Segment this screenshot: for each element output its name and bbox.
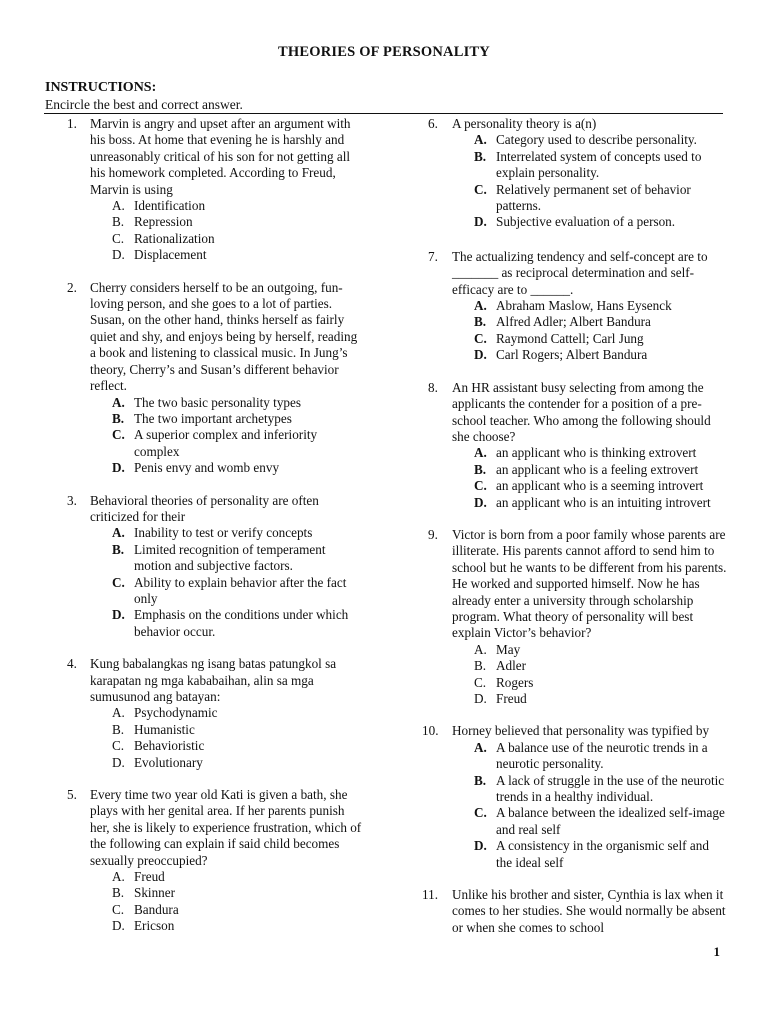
option-letter: C. bbox=[112, 574, 125, 590]
option-letter: B. bbox=[474, 314, 487, 330]
question-text: Kung babalangkas ng isang batas patungkol sa karapatan ng mga kababaihan, alin sa mga sumusunod ang batayan: bbox=[90, 656, 337, 704]
question-text: Cherry considers herself to be an outgoing, fun-loving person, and she goes to a lot of parties. Susan, on the other hand, thinks herself as fairly quiet and shy, and enjoys being by herself, reading a book and listening to classical music. In Jung’s theory, Cherry’s and Susan’s different behavior reflect. bbox=[90, 279, 358, 394]
answer-option[interactable] bbox=[112, 738, 365, 754]
option-text: Ability to explain behavior after the fact only bbox=[134, 574, 347, 606]
option-letter: C. bbox=[474, 805, 487, 821]
option-text: A balance between the idealized self-image and real self bbox=[496, 805, 725, 837]
option-letter: D. bbox=[112, 460, 125, 476]
option-letter: A. bbox=[112, 705, 125, 721]
question-text: Victor is born from a poor family whose parents are illiterate. His parents cannot afford to send him to school but he wants to be different from his parents. He worked and supported himself. Now he has already enter a university through scholarship program. What theory of personality will best explain Victor’s behavior? bbox=[452, 526, 727, 641]
answer-options bbox=[452, 445, 728, 511]
question-number: 11. bbox=[422, 887, 438, 903]
option-letter: B. bbox=[474, 148, 487, 164]
option-text: Bandura bbox=[134, 901, 179, 917]
question-text: An HR assistant busy selecting from among the applicants the contender for a position of a pre-school teacher. Who among the following should she choose? bbox=[452, 379, 711, 444]
answer-option[interactable] bbox=[112, 427, 365, 460]
question-text: A personality theory is a(n) bbox=[452, 116, 597, 131]
option-text: Identification bbox=[134, 198, 206, 214]
question-2 bbox=[45, 280, 365, 477]
option-letter: B. bbox=[112, 541, 125, 557]
answer-option[interactable] bbox=[112, 395, 365, 411]
horizontal-rule bbox=[44, 113, 723, 114]
question-number: 2. bbox=[67, 279, 77, 295]
question-4 bbox=[428, 527, 728, 707]
option-letter: A. bbox=[474, 298, 487, 314]
option-letter: B. bbox=[112, 410, 125, 426]
option-letter: D. bbox=[112, 754, 125, 770]
answer-option[interactable] bbox=[474, 214, 728, 230]
question-4 bbox=[45, 656, 365, 771]
option-text: Limited recognition of temperament motion and subjective factors. bbox=[134, 541, 326, 574]
option-letter: C. bbox=[474, 330, 487, 346]
option-text: Carl Rogers; Albert Bandura bbox=[496, 347, 648, 363]
answer-option[interactable] bbox=[474, 149, 728, 182]
option-letter: A. bbox=[112, 525, 125, 541]
option-letter: A. bbox=[112, 869, 125, 885]
option-text: Displacement bbox=[134, 247, 207, 263]
option-text: Alfred Adler; Albert Bandura bbox=[496, 314, 651, 330]
option-text: The two important archetypes bbox=[134, 410, 292, 426]
answer-option[interactable] bbox=[112, 525, 365, 541]
option-letter: A. bbox=[474, 132, 487, 148]
option-text: Rationalization bbox=[134, 230, 215, 246]
option-text: Ericson bbox=[134, 918, 175, 934]
option-text: Humanistic bbox=[134, 721, 195, 737]
answer-option[interactable] bbox=[112, 411, 365, 427]
option-letter: C. bbox=[112, 901, 125, 917]
option-text: an applicant who is an intuiting introvert bbox=[496, 494, 711, 510]
answer-option[interactable] bbox=[474, 182, 728, 215]
option-text: A balance use of the neurotic trends in a neurotic personality. bbox=[496, 739, 708, 772]
option-letter: B. bbox=[474, 658, 487, 674]
question-number: 1. bbox=[67, 116, 77, 131]
option-letter: A. bbox=[112, 394, 125, 410]
option-letter: C. bbox=[474, 674, 487, 690]
question-text: Horney believed that personality was typified by bbox=[452, 723, 710, 739]
option-text: Freud bbox=[496, 691, 527, 706]
instructions-heading: INSTRUCTIONS: bbox=[45, 80, 157, 95]
option-text: Freud bbox=[134, 869, 165, 885]
answer-option[interactable] bbox=[112, 722, 365, 738]
page-number: 1 bbox=[713, 944, 720, 959]
answer-options bbox=[90, 198, 365, 264]
option-text: Interrelated system of concepts used to explain personality. bbox=[496, 148, 702, 181]
option-letter: C. bbox=[474, 181, 487, 197]
option-text: Emphasis on the conditions under which behavior occur. bbox=[134, 607, 349, 639]
answer-option[interactable] bbox=[474, 675, 728, 691]
answer-options bbox=[90, 395, 365, 477]
question-6 bbox=[422, 887, 728, 936]
option-text: Behavioristic bbox=[134, 738, 205, 754]
answer-option[interactable] bbox=[112, 869, 365, 885]
option-text: May bbox=[496, 641, 521, 657]
option-text: A consistency in the organismic self and the ideal self bbox=[496, 838, 709, 870]
question-number: 6. bbox=[428, 116, 438, 131]
question-number: 9. bbox=[428, 526, 438, 542]
answer-option[interactable] bbox=[474, 462, 728, 478]
answer-option[interactable] bbox=[474, 773, 728, 806]
option-text: Rogers bbox=[496, 674, 534, 690]
option-text: The two basic personality types bbox=[134, 394, 302, 410]
question-text: Every time two year old Kati is given a bath, she plays with her genital area. If her parents punish her, she is likely to experience frustration, which of the following can explain if said child becomes sexually preoccupied? bbox=[90, 787, 362, 868]
option-text: Category used to describe personality. bbox=[496, 132, 697, 148]
question-text: Behavioral theories of personality are often criticized for their bbox=[90, 492, 319, 524]
option-text: A superior complex and inferiority complex bbox=[134, 427, 318, 459]
option-letter: D. bbox=[112, 607, 125, 623]
question-3 bbox=[45, 493, 365, 641]
option-letter: A. bbox=[474, 445, 487, 461]
option-letter: D. bbox=[474, 691, 487, 706]
answer-option[interactable] bbox=[112, 542, 365, 575]
answer-option[interactable] bbox=[474, 298, 728, 314]
option-letter: C. bbox=[474, 478, 487, 494]
option-letter: C. bbox=[112, 230, 125, 246]
page-title: THEORIES OF PERSONALITY bbox=[278, 44, 490, 60]
answer-option[interactable] bbox=[474, 478, 728, 494]
answer-option[interactable] bbox=[112, 231, 365, 247]
question-1 bbox=[45, 116, 365, 264]
question-number: 8. bbox=[428, 379, 438, 395]
answer-options bbox=[452, 740, 728, 871]
option-letter: D. bbox=[474, 494, 487, 510]
answer-option[interactable] bbox=[112, 607, 365, 640]
option-text: Abraham Maslow, Hans Eysenck bbox=[496, 298, 672, 314]
option-text: Psychodynamic bbox=[134, 705, 218, 721]
option-text: Relatively permanent set of behavior patterns. bbox=[496, 181, 691, 214]
option-letter: A. bbox=[112, 198, 125, 214]
answer-options bbox=[90, 869, 365, 935]
answer-option[interactable] bbox=[112, 885, 365, 901]
option-text: Penis envy and womb envy bbox=[134, 460, 280, 476]
answer-option[interactable] bbox=[474, 658, 728, 674]
question-text: Marvin is angry and upset after an argument with his boss. At home that evening he is harshly and unreasonably critical of his son for not getting all his homework completed. According to Freud, Marvin is using bbox=[90, 116, 351, 197]
answer-options bbox=[90, 525, 365, 640]
option-text: Subjective evaluation of a person. bbox=[496, 214, 676, 230]
option-text: Repression bbox=[134, 214, 193, 230]
answer-options bbox=[452, 642, 728, 708]
question-number: 10. bbox=[422, 723, 439, 739]
option-letter: B. bbox=[112, 885, 125, 901]
question-text: Unlike his brother and sister, Cynthia is lax when it comes to her studies. She would normally be absent or when she comes to school bbox=[452, 887, 726, 935]
answer-option[interactable] bbox=[112, 705, 365, 721]
question-1 bbox=[428, 116, 728, 231]
instructions-text: Encircle the best and correct answer. bbox=[45, 97, 243, 112]
option-text: an applicant who is a feeling extrovert bbox=[496, 461, 699, 477]
option-letter: B. bbox=[474, 461, 487, 477]
answer-options bbox=[452, 298, 728, 364]
answer-option[interactable] bbox=[474, 132, 728, 148]
question-number: 3. bbox=[67, 492, 77, 508]
option-letter: B. bbox=[112, 214, 125, 230]
answer-option[interactable] bbox=[474, 642, 728, 658]
answer-option[interactable] bbox=[112, 902, 365, 918]
answer-option[interactable] bbox=[112, 214, 365, 230]
question-number: 4. bbox=[67, 656, 77, 672]
answer-option[interactable] bbox=[112, 247, 365, 263]
question-5 bbox=[45, 787, 365, 935]
option-letter: C. bbox=[112, 427, 125, 443]
answer-option[interactable] bbox=[112, 575, 365, 608]
option-text: an applicant who is thinking extrovert bbox=[496, 445, 697, 461]
option-letter: A. bbox=[474, 739, 487, 755]
question-2 bbox=[428, 249, 728, 364]
option-text: Evolutionary bbox=[134, 754, 203, 770]
option-text: an applicant who is a seeming introvert bbox=[496, 478, 704, 494]
answer-option[interactable] bbox=[474, 691, 728, 707]
option-letter: B. bbox=[112, 721, 125, 737]
answer-option[interactable] bbox=[474, 805, 728, 838]
question-5 bbox=[422, 723, 728, 871]
answer-option[interactable] bbox=[474, 331, 728, 347]
option-letter: D. bbox=[474, 838, 487, 854]
question-number: 5. bbox=[67, 787, 77, 803]
option-text: Raymond Cattell; Carl Jung bbox=[496, 330, 644, 346]
answer-option[interactable] bbox=[112, 918, 365, 934]
question-3 bbox=[428, 380, 728, 511]
answer-options bbox=[452, 132, 728, 230]
answer-option[interactable] bbox=[474, 445, 728, 461]
option-text: Inability to test or verify concepts bbox=[134, 525, 313, 541]
question-number: 7. bbox=[428, 248, 438, 264]
option-text: Adler bbox=[496, 658, 527, 674]
option-letter: C. bbox=[112, 738, 125, 754]
option-letter: D. bbox=[474, 347, 487, 363]
option-text: Skinner bbox=[134, 885, 176, 901]
answer-option[interactable] bbox=[474, 347, 728, 363]
answer-option[interactable] bbox=[112, 755, 365, 771]
answer-option[interactable] bbox=[474, 838, 728, 871]
answer-option[interactable] bbox=[474, 314, 728, 330]
right-column bbox=[422, 116, 728, 936]
answer-option[interactable] bbox=[474, 495, 728, 511]
answer-option[interactable] bbox=[112, 198, 365, 214]
left-column bbox=[45, 116, 365, 935]
option-letter: A. bbox=[474, 641, 487, 657]
option-letter: B. bbox=[474, 772, 487, 788]
answer-option[interactable] bbox=[112, 460, 365, 476]
question-text: The actualizing tendency and self-concept are to _______ as reciprocal determination and self-efficacy are to ______. bbox=[452, 248, 708, 297]
option-letter: D. bbox=[474, 214, 487, 230]
answer-option[interactable] bbox=[474, 740, 728, 773]
option-letter: D. bbox=[112, 918, 125, 934]
answer-options bbox=[90, 705, 365, 771]
option-text: A lack of struggle in the use of the neurotic trends in a healthy individual. bbox=[496, 772, 725, 805]
option-letter: D. bbox=[112, 247, 125, 263]
